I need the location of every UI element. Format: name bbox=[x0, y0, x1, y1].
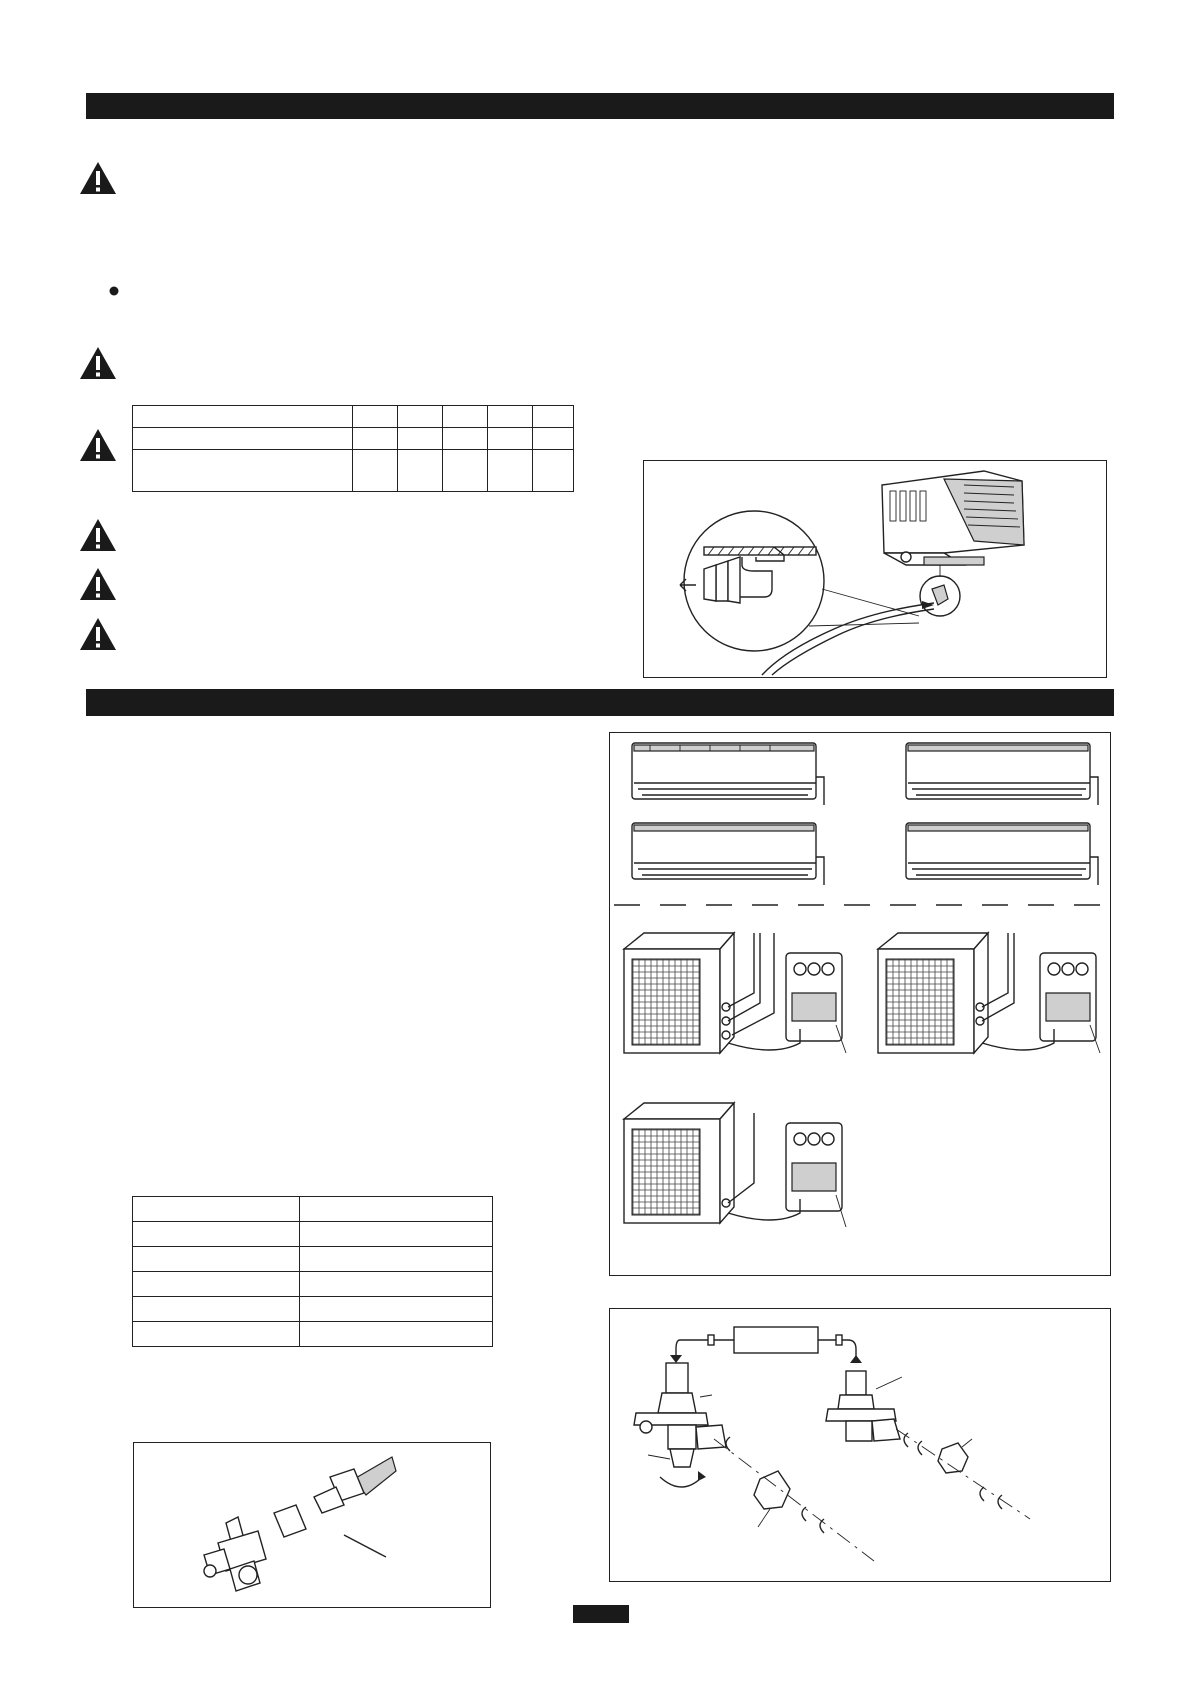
warning-triangle-icon bbox=[78, 616, 118, 652]
pipe-spec-table bbox=[132, 405, 574, 492]
table-cell bbox=[533, 450, 574, 492]
table-cell bbox=[133, 1247, 300, 1272]
table-cell bbox=[300, 1197, 493, 1222]
table-cell bbox=[133, 428, 353, 450]
table-cell bbox=[300, 1297, 493, 1322]
section-header-bar-1 bbox=[86, 93, 1114, 119]
table-cell bbox=[443, 450, 488, 492]
table-cell bbox=[398, 406, 443, 428]
table-cell bbox=[443, 406, 488, 428]
table-cell bbox=[488, 428, 533, 450]
table-cell bbox=[353, 428, 398, 450]
warning-triangle-icon bbox=[78, 517, 118, 553]
table-cell bbox=[488, 406, 533, 428]
table-cell bbox=[133, 450, 353, 492]
table-cell bbox=[300, 1272, 493, 1297]
table-cell bbox=[300, 1222, 493, 1247]
table-cell bbox=[133, 1197, 300, 1222]
table-cell bbox=[133, 1322, 300, 1347]
drain-elbow-figure bbox=[643, 460, 1107, 678]
table-cell bbox=[398, 450, 443, 492]
table-cell bbox=[133, 406, 353, 428]
vacuum-time-table bbox=[132, 1196, 493, 1347]
table-cell bbox=[133, 1222, 300, 1247]
table-cell bbox=[133, 1297, 300, 1322]
section-header-bar-2 bbox=[86, 689, 1114, 716]
vacuum-connection-figure bbox=[609, 732, 1111, 1276]
table-cell bbox=[300, 1322, 493, 1347]
page-number bbox=[573, 1605, 629, 1623]
table-cell bbox=[488, 450, 533, 492]
bullet-dot-icon bbox=[108, 285, 120, 297]
table-cell bbox=[443, 428, 488, 450]
warning-triangle-icon bbox=[78, 566, 118, 602]
warning-triangle-icon bbox=[78, 427, 118, 463]
warning-triangle-icon bbox=[78, 345, 118, 381]
table-cell bbox=[353, 450, 398, 492]
table-cell bbox=[398, 428, 443, 450]
warning-triangle-icon bbox=[78, 160, 118, 196]
valve-diagram-figure bbox=[609, 1308, 1111, 1582]
table-cell bbox=[533, 406, 574, 428]
table-cell bbox=[133, 1272, 300, 1297]
valve-flare-figure bbox=[133, 1442, 491, 1608]
table-cell bbox=[300, 1247, 493, 1272]
table-cell bbox=[353, 406, 398, 428]
table-cell bbox=[533, 428, 574, 450]
